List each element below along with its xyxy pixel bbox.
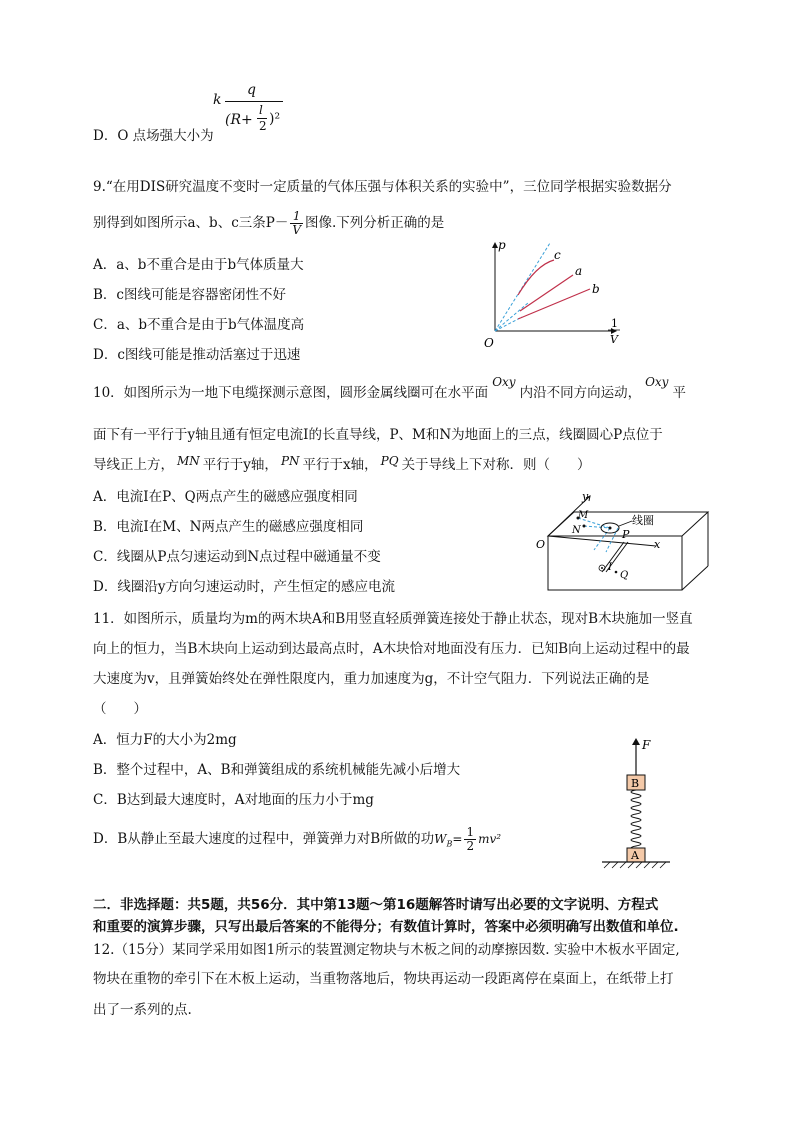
p-label: P xyxy=(622,528,630,541)
formula-r: (R+ xyxy=(225,112,253,128)
line-b xyxy=(518,289,590,319)
q10-cable-figure xyxy=(528,488,718,596)
q8-option-d: D．O 点场强大小为 xyxy=(93,128,214,144)
coil-label: 线圈 xyxy=(632,514,654,527)
q12-line3: 出了一系列的点. xyxy=(93,1002,192,1018)
q-label: Q xyxy=(620,570,629,581)
q11-option-a: A．恒力F的大小为2mg xyxy=(93,732,237,748)
q9-option-b: B．c图线可能是容器密闭性不好 xyxy=(93,287,286,303)
q11-option-c: C．B达到最大速度时，A对地面的压力小于mg xyxy=(93,792,374,808)
inv-v-one: 1 xyxy=(611,317,618,330)
y-label: y xyxy=(582,490,589,503)
q12-line2: 物块在重物的牵引下在木板上运动，当重物落地后，物块再运动一段距离停在桌面上，在纸带上打 xyxy=(93,971,674,987)
q10-line3: 导线正上方， MN 平行于y轴， PN 平行于x轴， PQ 关于导线上下对称．则（ ） xyxy=(93,454,591,473)
n-label: N xyxy=(572,525,581,536)
section2-line2: 和重要的演算步骤，只写出最后答案的不能得分；有数值计算时，答案中必须明确写出数值和单位. xyxy=(93,919,679,935)
q12-line1: 12.（15分）某同学采用如图1所示的装置测定物块与木板之间的动摩擦因数. 实验中木板水平固定, xyxy=(93,942,680,958)
q11-option-b: B．整个过程中，A、B和弹簧组成的系统机械能先减小后增大 xyxy=(93,762,461,778)
m-label: M xyxy=(578,510,589,521)
q9-line2: 别得到如图所示a、b、c三条P－ $\frac{1}{V}$ 图像.下列分析正确的是 xyxy=(93,209,445,237)
line-b-label: b xyxy=(592,282,600,296)
line-a-label: a xyxy=(575,264,583,278)
q9-pv-graph xyxy=(478,235,628,355)
formula-fraction-bar xyxy=(225,101,283,102)
q9-option-c: C．a、b不重合是由于b气体温度高 xyxy=(93,317,305,333)
p-axis-label: p xyxy=(498,238,506,252)
formula-q: q xyxy=(247,82,256,98)
q11-line1: 11．如图所示，质量均为m的两木块A和B用竖直轻质弹簧连接处于静止状态，现对B木块施加一竖直 xyxy=(93,611,693,627)
formula-k: k xyxy=(213,92,222,108)
o-label: O xyxy=(536,538,546,551)
q9-option-a: A．a、b不重合是由于b气体质量大 xyxy=(93,257,304,273)
inv-v-v: V xyxy=(610,333,618,346)
section2-line1: 二．非选择题：共5题，共56分．其中第13题～第16题解答时请写出必要的文字说明、方程式 xyxy=(93,897,659,913)
q8-option-d-formula xyxy=(213,84,303,140)
formula-2: 2 xyxy=(259,119,267,133)
curve-c-label: c xyxy=(554,248,561,262)
q11-line4: （ ） xyxy=(93,701,147,717)
x-label: x xyxy=(654,538,661,551)
x-axis xyxy=(548,536,656,546)
q11-line3: 大速度为v，且弹簧始终处在弹性限度内，重力加速度为g，不计空气阻力．下列说法正确的是 xyxy=(93,671,650,687)
q10-line2: 面下有一平行于y轴且通有恒定电流I的长直导线，P、M和N为地面上的三点，线圈圆心P点位于 xyxy=(93,427,663,443)
q11-option-d: D．B从静止至最大速度的过程中，弹簧弹力对B所做的功$W_B=$ $\frac{1}{2}$ mv² xyxy=(93,825,502,853)
block-a-label: A xyxy=(631,849,639,862)
q11-line2: 向上的恒力，当B木块向上运动到达最高点时，A木块恰对地面没有压力．已知B向上运动过程中的最 xyxy=(93,641,690,657)
q9-line1: 9.“在用DIS研究温度不变时一定质量的气体压强与体积关系的实验中”，三位同学根据实验数据分 xyxy=(93,179,672,195)
q10-option-d: D．线圈沿y方向匀速运动时，产生恒定的感应电流 xyxy=(93,579,395,595)
q9-option-d: D．c图线可能是推动活塞过于迅速 xyxy=(93,347,301,363)
origin-label: O xyxy=(484,336,494,350)
q10-option-b: B．电流I在M、N两点产生的磁感应强度相同 xyxy=(93,519,364,535)
q11-spring-figure xyxy=(598,735,678,870)
q10-option-c: C．线圈从P点匀速运动到N点过程中磁通量不变 xyxy=(93,549,381,565)
q10-line1: 10．如图所示为一地下电缆探测示意图，圆形金属线圈可在水平面Oxy内沿不同方向运动，Oxy平 xyxy=(93,375,686,401)
block-b-label: B xyxy=(631,777,640,790)
formula-l: l xyxy=(259,103,263,117)
i-label: I xyxy=(608,562,612,573)
formula-close: )² xyxy=(269,111,281,127)
q10-option-a: A．电流I在P、Q两点产生的磁感应强度相同 xyxy=(93,489,358,505)
force-label: F xyxy=(642,738,651,752)
